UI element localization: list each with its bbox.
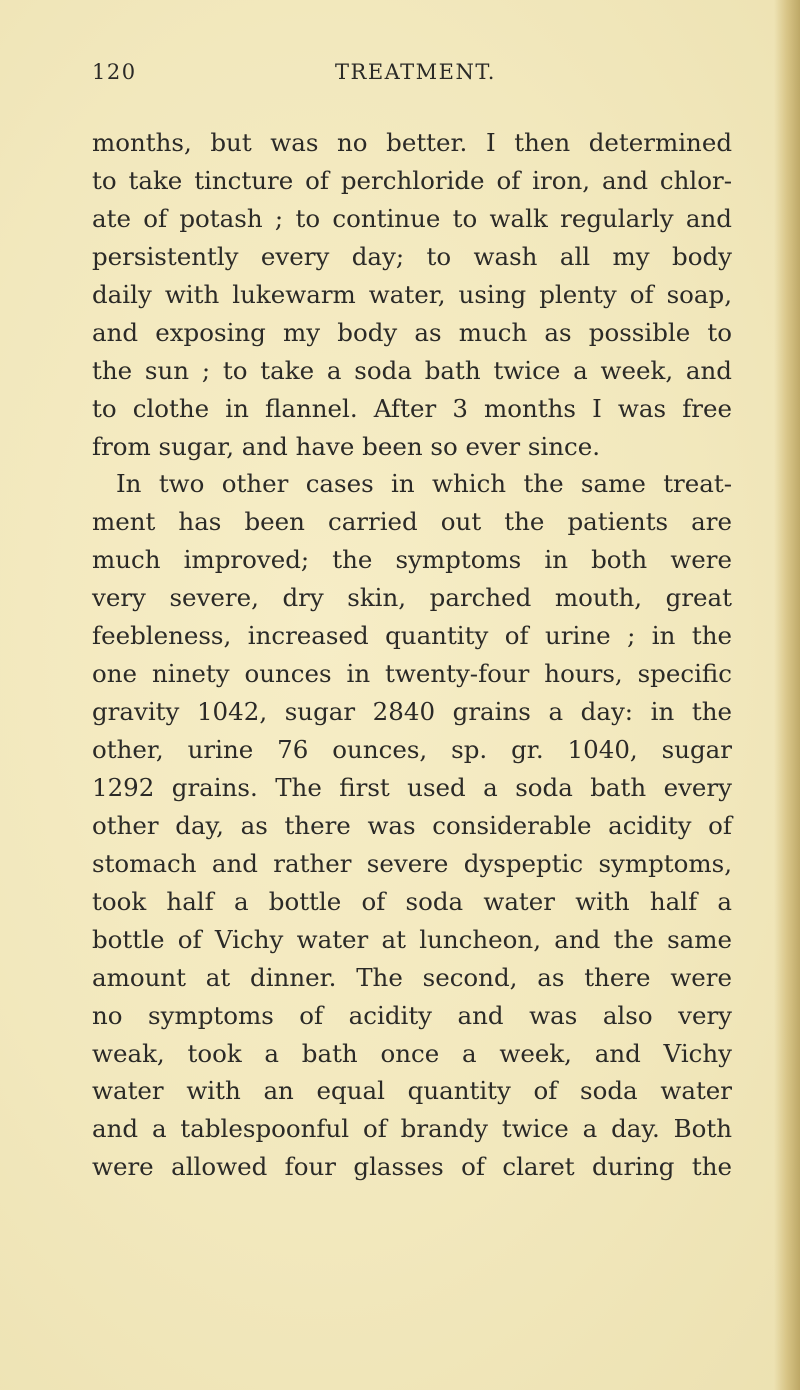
text-line: daily with lukewarm water, using plenty of soap, [92, 279, 732, 309]
running-head-title: TREATMENT. [335, 60, 496, 84]
text-line: to clothe in flannel. After 3 months I was free [92, 393, 732, 423]
text-line: to take tincture of perchloride of iron, and chlor- [92, 165, 732, 195]
text-line: weak, took a bath once a week, and Vichy [92, 1038, 732, 1068]
text-line: bottle of Vichy water at luncheon, and the same [92, 924, 732, 954]
running-head [92, 60, 702, 90]
text-line: ate of potash ; to continue to walk regularly and [92, 203, 732, 233]
text-line: from sugar, and have been so ever since. [92, 431, 601, 461]
text-line: gravity 1042, sugar 2840 grains a day: in the [92, 697, 732, 727]
text-line: took half a bottle of soda water with half a [92, 886, 732, 916]
text-line: amount at dinner. The second, as there were [92, 962, 732, 992]
text-line: one ninety ounces in twenty-four hours, specific [92, 659, 732, 689]
text-line: feebleness, increased quantity of urine ; in the [92, 621, 732, 651]
page-number: 120 [92, 60, 137, 84]
text-line: and a tablespoonful of brandy twice a day. Both [92, 1114, 732, 1144]
text-line: other, urine 76 ounces, sp. gr. 1040, sugar [92, 735, 732, 764]
body-text [92, 124, 752, 1186]
text-line: much improved; the symptoms in both were [92, 545, 732, 575]
text-line: no symptoms of acidity and was also very [92, 1000, 732, 1030]
text-line: In two other cases in which the same treat- [116, 469, 732, 499]
text-line: the sun ; to take a soda bath twice a week, and [92, 355, 732, 385]
text-line: months, but was no better. I then determined [92, 128, 732, 157]
text-line: persistently every day; to wash all my body [92, 241, 732, 271]
text-line: stomach and rather severe dyspeptic symptoms, [92, 848, 732, 878]
text-line: 1292 grains. The first used a soda bath every [92, 772, 732, 802]
text-line: ment has been carried out the patients are [92, 507, 732, 537]
text-line: very severe, dry skin, parched mouth, great [92, 583, 732, 613]
text-line: and exposing my body as much as possible to [92, 317, 732, 347]
spine-shadow [774, 0, 800, 1390]
text-line: were allowed four glasses of claret during the [92, 1152, 732, 1182]
text-line: water with an equal quantity of soda water [92, 1076, 732, 1106]
text-line: other day, as there was considerable acidity of [92, 810, 732, 840]
